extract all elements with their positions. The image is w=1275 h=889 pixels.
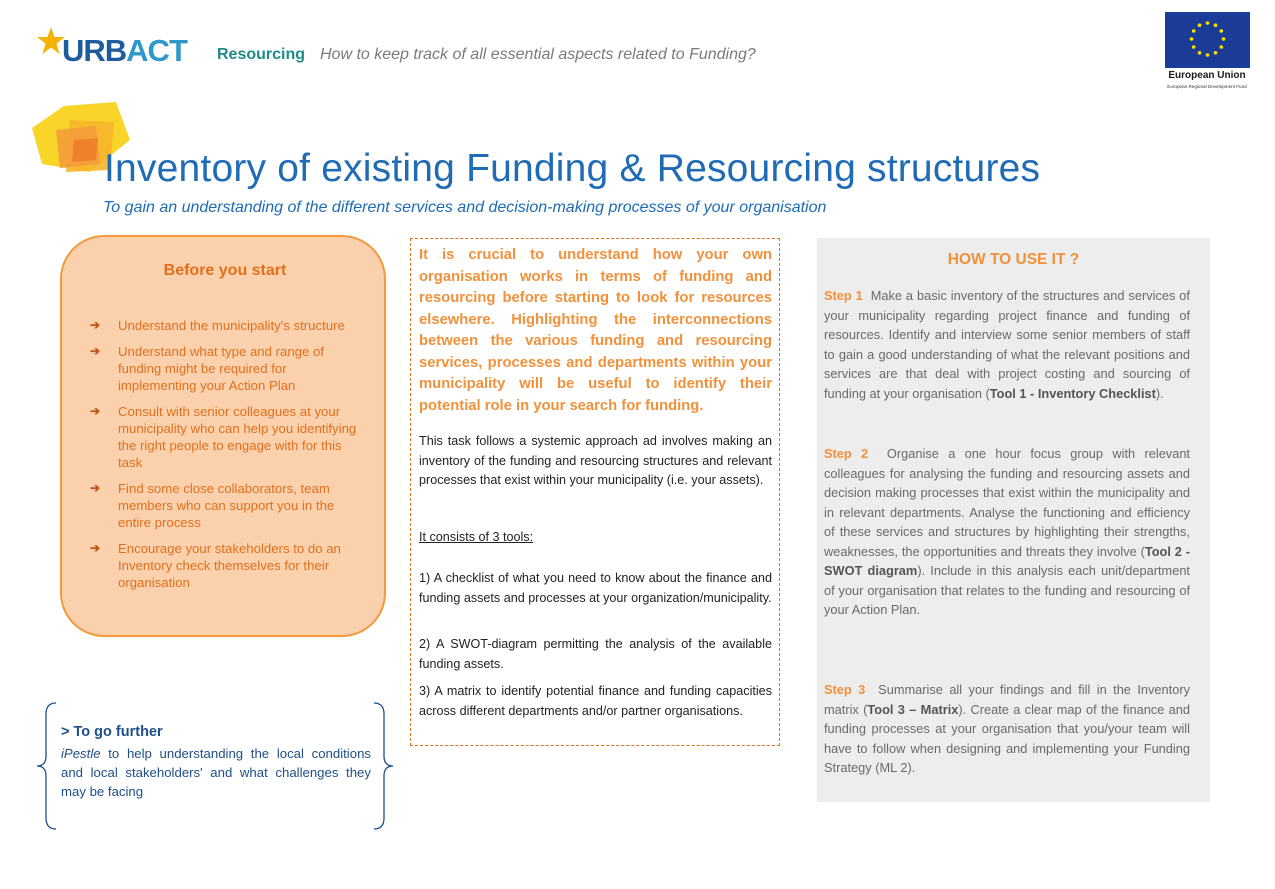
arrow-bullet-icon: ➔ — [90, 318, 101, 332]
step-2 — [824, 444, 1190, 620]
description-paragraph: This task follows a systemic approach ad involves making an inventory of the funding and resourcing structures and relevant processes that exist within your municipality (i.e. your assets). — [419, 434, 772, 487]
page-subtitle: To gain an understanding of the different services and decision-making processes of your organisation — [103, 199, 827, 216]
step-label: Step 3 — [824, 682, 866, 697]
list-item — [90, 540, 362, 591]
arrow-bullet-icon: ➔ — [90, 404, 101, 418]
tool-reference: Tool 3 – Matrix — [867, 701, 959, 717]
list-item — [90, 480, 362, 531]
before-you-start-title: Before you start — [163, 262, 287, 279]
list-item — [90, 403, 362, 471]
eu-sublabel: European Regional Development Fund — [1167, 84, 1247, 89]
tool-item: 1) A checklist of what you need to know about the finance and funding assets and processes at your organization/municipality. — [419, 571, 772, 605]
step-label: Step 2 — [824, 446, 869, 461]
eu-stars-icon — [1165, 12, 1250, 68]
section-label: Resourcing — [217, 46, 306, 63]
eu-label: European Union — [1168, 70, 1246, 81]
description-box — [410, 238, 780, 746]
step-1 — [824, 286, 1190, 403]
arrow-bullet-icon: ➔ — [90, 344, 101, 358]
list-item — [90, 317, 362, 334]
tool-item: 2) A SWOT-diagram permitting the analysis of the available funding assets. — [419, 637, 772, 671]
step-label: Step 1 — [824, 288, 863, 303]
step-text-end: ). Include in this analysis each unit/department of your organisation that relates to the funding and resourcing of your Action Plan. — [824, 563, 1190, 617]
to-go-further-description: to help understanding the local conditions and local stakeholders' and what challenges they may be facing — [61, 746, 371, 799]
before-you-start-list — [90, 317, 362, 600]
tool-item: 3) A matrix to identify potential finance and funding capacities across different departments and/or partner organisations. — [419, 684, 772, 718]
how-to-use-title: HOW TO USE IT ? — [947, 251, 1080, 268]
arrow-bullet-icon: ➔ — [90, 541, 101, 555]
logo-text-act: ACT — [126, 33, 187, 68]
tools-heading: It consists of 3 tools: — [419, 530, 534, 544]
arrow-bullet-icon: ➔ — [90, 481, 101, 495]
logo-text — [62, 34, 187, 68]
tool-reference: Tool 1 - Inventory Checklist — [989, 385, 1156, 401]
to-go-further-title: > To go further — [61, 724, 163, 740]
step-text-end: ). — [1155, 385, 1164, 401]
page-title: Inventory of existing Funding & Resourcing structures — [104, 147, 1041, 190]
step-text-end: ). Create a clear map of the finance and funding processes at your organisation that you/your team will have to follow when designing and implementing your Funding Strategy (ML 2). — [824, 701, 1190, 775]
to-go-further-text — [61, 744, 371, 801]
list-item-text: Find some close collaborators, team members who can support you in the entire process — [118, 481, 335, 530]
how-to-use-box — [817, 238, 1210, 802]
list-item-text: Consult with senior colleagues at your municipality who can help you identifying the right people to engage with for this task — [118, 404, 357, 470]
list-item-text: Understand the municipality's structure — [118, 318, 345, 333]
intro-highlight: It is crucial to understand how your own organisation works in terms of funding and resourcing before starting to look for resources elsewhere. Highlighting the interconnections between the various funding and resourcing services, processes and departments within your municipality will be useful to identify their potential role in your search for funding. — [419, 247, 772, 414]
ipestle-tool-name: iPestle — [61, 746, 101, 761]
step-text: Make a basic inventory of the structures and services of your municipality regarding project finance and funding of resources. Identify and interview some senior members of staff to gain a good understanding of what the relevant positions and services are that deal with project costing and sourcing of funding at your organisation ( — [824, 288, 1190, 401]
logo-text-urb: URB — [62, 33, 127, 68]
step-text: Organise a one hour focus group with relevant colleagues for analysing the funding and resourcing assets and decision making processes that exist within the municipality and in relevant departments. Analyse the functioning and efficiency of these services and structures by highlighting their strengths, weaknesses, the opportunities and threats they involve ( — [824, 446, 1190, 559]
list-item-text: Understand what type and range of funding might be required for implementing your Action Plan — [118, 344, 325, 393]
to-go-further-box — [34, 700, 396, 832]
tool-reference: Tool 2 - SWOT diagram — [824, 543, 1191, 578]
urbact-logo — [36, 26, 206, 72]
step-3 — [824, 680, 1190, 778]
list-item-text: Encourage your stakeholders to do an Inventory check themselves for their organisation — [118, 541, 341, 590]
step-text: Summarise all your findings and fill in the Inventory matrix ( — [824, 682, 1190, 717]
header-question: How to keep track of all essential aspects related to Funding? — [320, 46, 756, 63]
list-item — [90, 343, 362, 394]
before-you-start-box — [60, 235, 386, 637]
eu-flag-icon — [1165, 12, 1250, 68]
